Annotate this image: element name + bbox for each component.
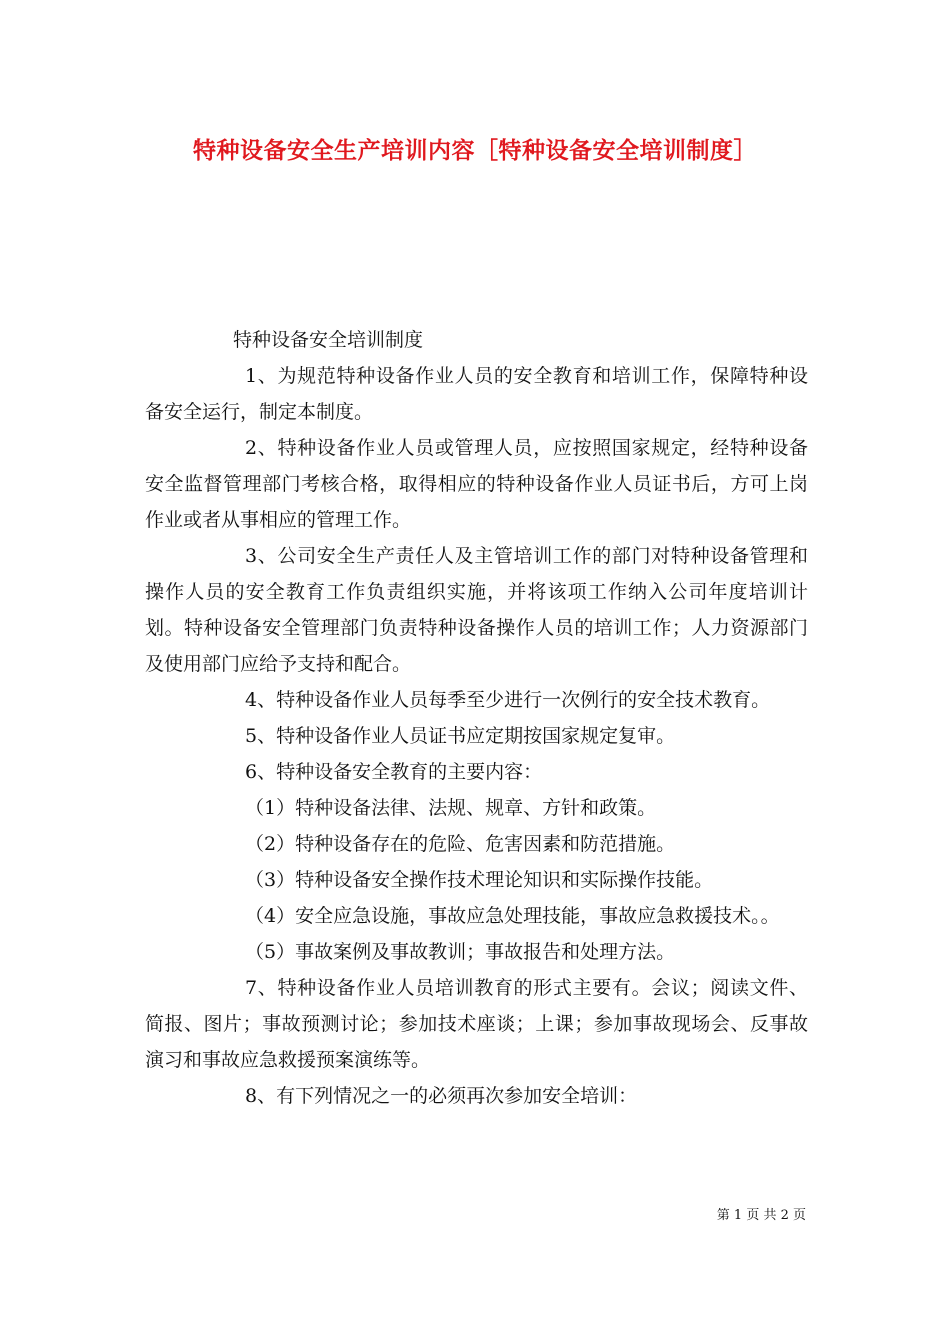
paragraph-3: 3、公司安全生产责任人及主管培训工作的部门对特种设备管理和操作人员的安全教育工作负责组织实施，并将该项工作纳入公司年度培训计划。特种设备安全管理部门负责特种设备操作人员的培训工作；人力资源部门及使用部门应给予支持和配合。 (145, 545, 808, 675)
paragraph-4: 4、特种设备作业人员每季至少进行一次例行的安全技术教育。 (245, 689, 771, 711)
paragraph-6: 6、特种设备安全教育的主要内容： (245, 761, 543, 783)
page-number: 第 1 页 共 2 页 (716, 1208, 806, 1223)
paragraph-1: 1、为规范特种设备作业人员的安全教育和培训工作，保障特种设备安全运行，制定本制度。 (145, 365, 808, 423)
content-item-2: （2）特种设备存在的危险、危害因素和防范措施。 (245, 833, 676, 855)
content-item-1: （1）特种设备法律、法规、规章、方针和政策。 (245, 797, 657, 819)
content-item-3: （3）特种设备安全操作技术理论知识和实际操作技能。 (245, 869, 714, 891)
document-title: 特种设备安全生产培训内容［特种设备安全培训制度］ (193, 137, 757, 164)
content-item-4: （4）安全应急设施，事故应急处理技能，事故应急救援技术。。 (245, 905, 780, 927)
content-item-5: （5）事故案例及事故教训；事故报告和处理方法。 (245, 941, 676, 963)
paragraph-7: 7、特种设备作业人员培训教育的形式主要有。会议；阅读文件、简报、图片；事故预测讨论；参加技术座谈；上课；参加事故现场会、反事故演习和事故应急救援预案演练等。 (145, 977, 808, 1071)
paragraph-8: 8、有下列情况之一的必须再次参加安全培训： (245, 1085, 638, 1107)
section-heading: 特种设备安全培训制度 (233, 329, 424, 351)
paragraph-5: 5、特种设备作业人员证书应定期按国家规定复审。 (245, 725, 676, 747)
paragraph-2: 2、特种设备作业人员或管理人员，应按照国家规定，经特种设备安全监督管理部门考核合格，取得相应的特种设备作业人员证书后，方可上岗作业或者从事相应的管理工作。 (145, 437, 808, 531)
document-body (145, 322, 808, 1114)
